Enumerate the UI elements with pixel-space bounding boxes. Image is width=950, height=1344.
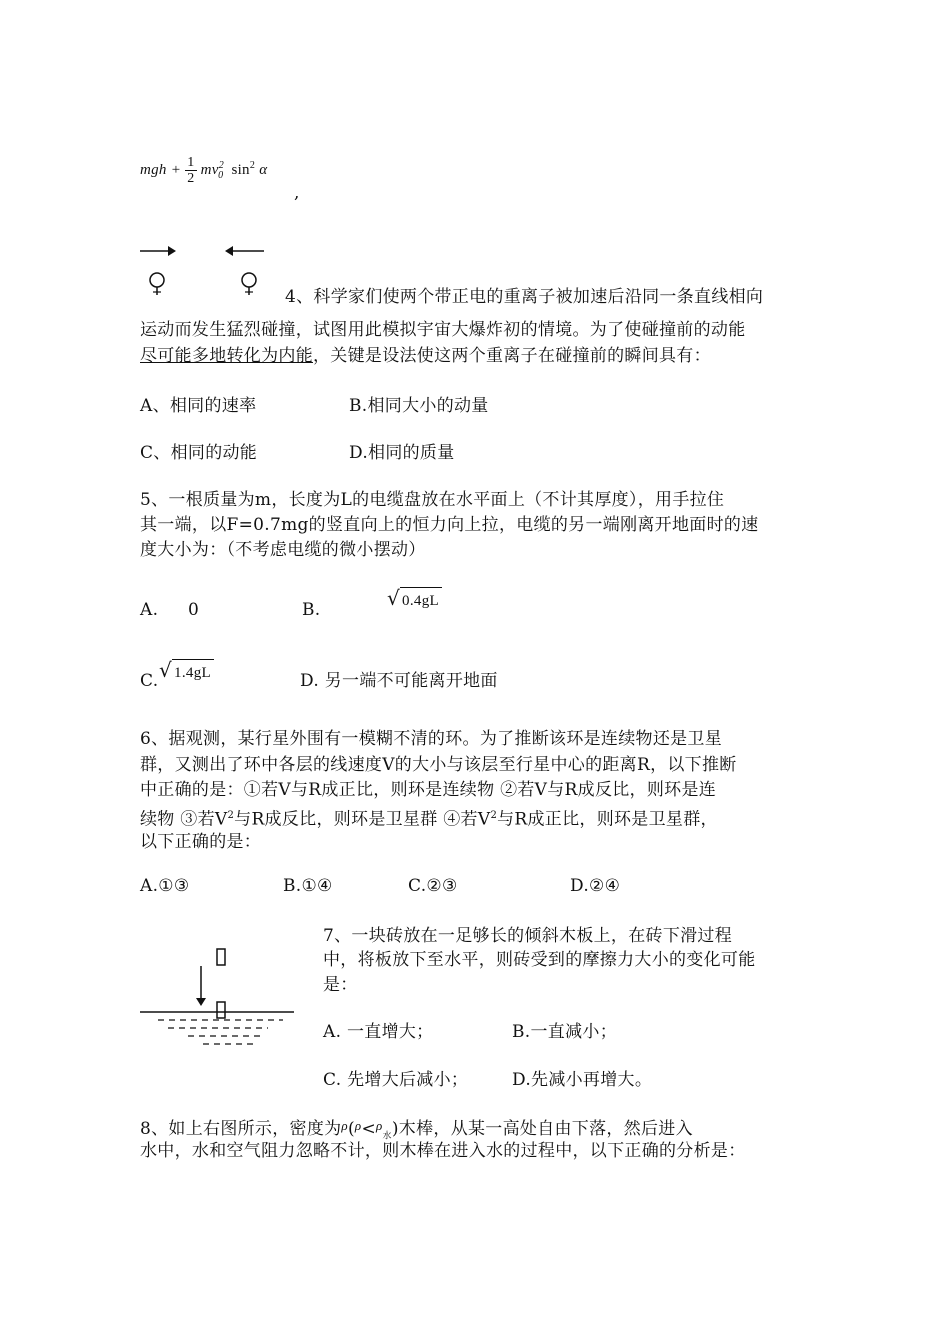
q7-option-c: C. 先增大后减小； [323, 1070, 469, 1090]
q8-paren-close: ) [391, 1119, 399, 1139]
formula-mv: mv [200, 162, 219, 178]
fraction-numerator: 1 [187, 155, 195, 171]
q8-line1-b: 木棒，从某一高处自由下落，然后进入 [398, 1119, 693, 1139]
q5-option-c-value: 1.4gL [172, 659, 214, 686]
q4-line3 [140, 343, 711, 369]
q8-line2: 水中，水和空气阻力忽略不计，则木棒在进入水的过程中，以下正确的分析是： [140, 1141, 746, 1161]
ion-left-icon [150, 273, 164, 295]
q4-option-a: A、相同的速率 [140, 396, 257, 416]
energy-formula [140, 146, 267, 196]
q7-option-b: B.一直减小； [512, 1022, 617, 1042]
q5-option-d: D. 另一端不可能离开地面 [300, 671, 498, 691]
q8-paren-open: ( [347, 1119, 355, 1139]
water-dashes-icon [158, 1020, 283, 1044]
formula-sin: sin [231, 162, 250, 178]
right-arrow-icon [140, 246, 176, 256]
q7-option-a: A. 一直增大； [323, 1022, 434, 1042]
rod-top-icon [217, 949, 225, 965]
q5-line3: 度大小为：（不考虑电缆的微小摆动） [140, 540, 426, 560]
q8-rho: ρ [341, 1118, 348, 1133]
q6-line4-b: 与R成反比，则环是卫星群 ④若V [234, 809, 491, 830]
q6-line4-a: 续物 ③若V [140, 809, 228, 830]
ion-collision-figure [138, 240, 278, 300]
q7-option-d: D.先减小再增大。 [512, 1070, 653, 1090]
q6-line1: 6、据观测，某行星外围有一模糊不清的环。为了推断该环是连续物还是卫星 [140, 729, 723, 749]
formula-sup-2: 2 [218, 160, 225, 171]
q4-line3-rest: ，关键是设法使这两个重离子在碰撞前的瞬间具有： [313, 346, 711, 366]
q6-sup-2: 2 [490, 810, 498, 821]
falling-rod-figure [138, 944, 298, 1054]
q6-option-c: C.②③ [408, 876, 458, 896]
q8-rho-2: ρ [354, 1118, 362, 1133]
formula-alpha: α [259, 162, 268, 178]
q5-option-c-sqrt [159, 657, 214, 686]
fraction-denominator: 2 [187, 171, 195, 187]
q5-line1: 5、一根质量为m，长度为L的电缆盘放在水平面上（不计其厚度），用手拉住 [140, 490, 725, 510]
formula-sub-0: 0 [218, 170, 224, 181]
ion-right-icon [242, 273, 256, 295]
q5-line2: 其一端，以F=0.7mg的竖直向上的恒力向上拉，电缆的另一端刚离开地面时的速 [140, 515, 759, 535]
q5-option-c-label: C. [140, 671, 159, 691]
q4-underlined-phrase: 尽可能多地转化为内能 [140, 346, 313, 366]
q6-option-a: A.①③ [140, 876, 190, 896]
left-arrow-icon [225, 246, 264, 256]
q4-line2: 运动而发生猛烈碰撞，试图用此模拟宇宙大爆炸初的情境。为了使碰撞前的动能 [140, 320, 746, 340]
q7-line2: 中，将板放下至水平，则砖受到的摩擦力大小的变化可能 [323, 950, 756, 970]
q7-line1: 7、一块砖放在一足够长的倾斜木板上，在砖下滑过程 [323, 926, 733, 946]
formula-sin-sup: 2 [249, 160, 256, 171]
q6-line2: 群，又测出了环中各层的线速度V的大小与该层至行星中心的距离R，以下推断 [140, 755, 737, 775]
q4-option-c: C、相同的动能 [140, 443, 258, 463]
q6-line3: 中正确的是：①若V与R成正比，则环是连续物 ②若V与R成反比，则环是连 [140, 780, 717, 800]
q4-line1: 4、科学家们使两个带正电的重离子被加速后沿同一条直线相向 [285, 287, 764, 307]
q6-line5: 以下正确的是： [140, 832, 262, 852]
q8-water-sub: 水 [382, 1131, 392, 1142]
q5-option-b-label: B. [302, 600, 321, 620]
rod-entering-icon [217, 1002, 225, 1018]
q5-option-a-value: 0 [188, 600, 200, 620]
q4-option-b: B.相同大小的动量 [349, 396, 489, 416]
q5-option-b-sqrt [387, 585, 442, 614]
formula-comma: , [294, 183, 300, 203]
formula-mgh: mgh + [140, 162, 182, 178]
q8-line1-a: 8、如上右图所示，密度为 [140, 1119, 342, 1139]
q8-less-than: < [361, 1119, 376, 1139]
q4-option-d: D.相同的质量 [349, 443, 455, 463]
q8-rho-water: ρ [376, 1118, 383, 1133]
q6-sup-1: 2 [227, 810, 235, 821]
sqrt-sign-icon: √ [387, 586, 401, 610]
q5-option-a-label: A. [140, 600, 159, 620]
q6-option-d: D.②④ [570, 876, 621, 896]
q6-option-b: B.①④ [283, 876, 333, 896]
sqrt-sign-icon: √ [159, 658, 173, 682]
q6-line4-c: 与R成正比，则环是卫星群， [497, 809, 718, 830]
q7-line3: 是： [323, 975, 358, 995]
q5-option-b-value: 0.4gL [400, 587, 442, 614]
formula-half-fraction [185, 155, 196, 186]
